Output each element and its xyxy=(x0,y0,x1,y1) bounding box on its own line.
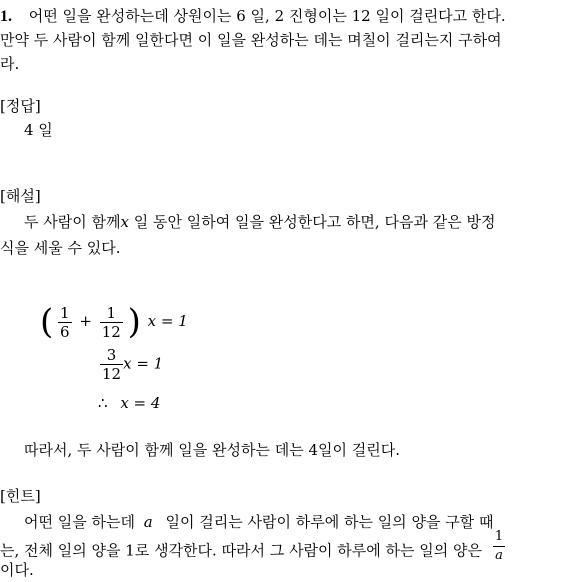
equation-1 xyxy=(40,302,188,342)
explanation-text-1b: 일 동안 일하여 일을 완성한다고 하면, 다음과 같은 방정 xyxy=(133,213,496,231)
fraction-3-12: $\frac{3}{12}$ xyxy=(102,346,122,383)
equation-3-rhs: x = 4 xyxy=(120,394,161,412)
problem-text-3: 라. xyxy=(0,55,20,73)
equation-1-rhs: x = 1 xyxy=(147,312,188,330)
hint-line-2 xyxy=(0,529,505,565)
hint-heading: [힌트] xyxy=(0,487,41,505)
hint-text-2: 는, 전체 일의 양을 1로 생각한다. 따라서 그 사람이 하루에 하는 일의 양은 xyxy=(0,541,483,560)
fraction-1-12: $\frac{1}{12}$ xyxy=(101,303,121,341)
hint-line-3: 이다. xyxy=(0,561,34,579)
equation-2 xyxy=(100,346,163,383)
variable-a: a xyxy=(143,513,153,531)
answer-value: 4 일 xyxy=(24,121,53,139)
hint-text-1b: 일이 걸리는 사람이 하루에 하는 일의 양을 구할 때 xyxy=(165,513,494,531)
hint-line-1 xyxy=(24,512,493,532)
left-paren: ( xyxy=(40,302,54,342)
explanation-line-2: 식을 세울 수 있다. xyxy=(0,239,121,257)
explanation-conclusion: 따라서, 두 사람이 함께 일을 완성하는 데는 4일이 걸린다. xyxy=(24,441,401,459)
therefore-symbol: ∴ xyxy=(98,394,108,412)
hint-text-1a: 어떤 일을 하는데 xyxy=(24,513,135,531)
answer-heading: [정답] xyxy=(0,97,41,115)
equation-2-rhs: x = 1 xyxy=(123,354,164,373)
variable-x: x xyxy=(120,213,129,231)
problem-text-1: 어떤 일을 완성하는데 상원이는 6 일, 2 진형이는 12 일이 걸린다고 한다. xyxy=(28,7,506,25)
fraction-1-a: $\frac{1}{a}$ xyxy=(494,529,504,563)
plus-sign: + xyxy=(79,312,92,330)
fraction-1-6: $\frac{1}{6}$ xyxy=(60,303,70,341)
explanation-line-1 xyxy=(24,212,495,232)
problem-text-2: 만약 두 사람이 함께 일한다면 이 일을 완성하는 데는 며칠이 걸리는지 구하여 xyxy=(0,31,502,49)
right-paren: ) xyxy=(127,302,141,342)
explanation-heading: [해설] xyxy=(0,187,41,205)
equation-3 xyxy=(98,394,160,412)
problem-number: 1. xyxy=(0,8,12,25)
problem-line-1 xyxy=(0,6,506,27)
explanation-text-1a: 두 사람이 함께 xyxy=(24,213,121,231)
